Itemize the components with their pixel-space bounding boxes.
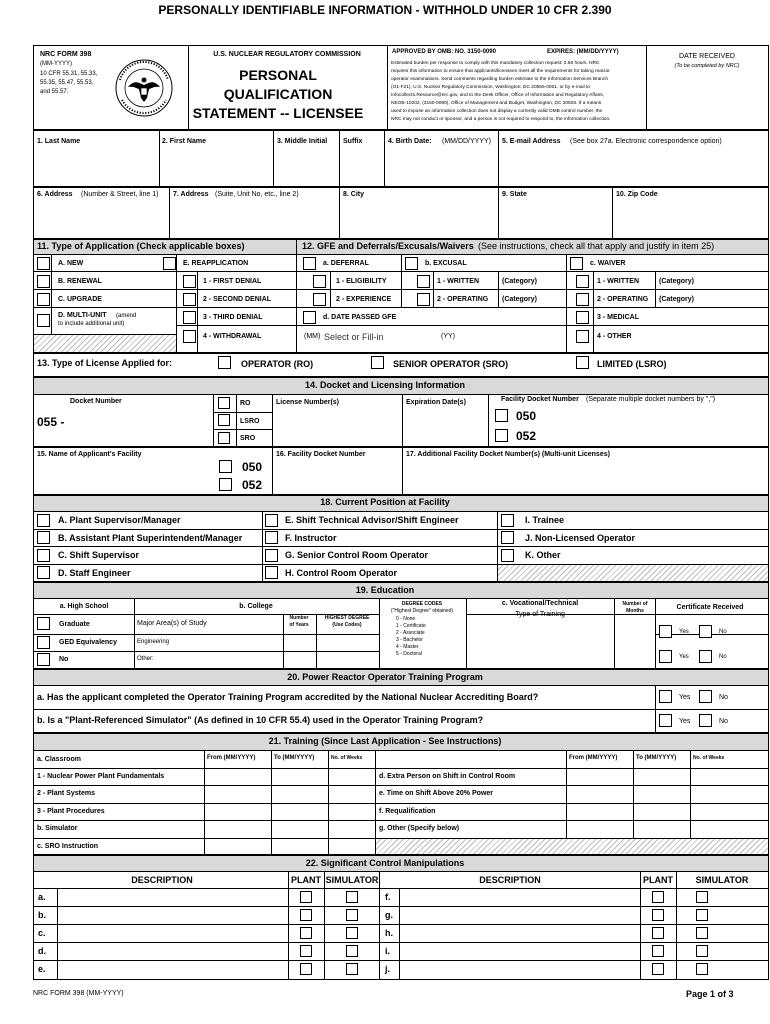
suffix-field[interactable]: Suffix <box>343 138 363 145</box>
manipulation-row-label: g. <box>385 910 393 920</box>
manipulation-description-field[interactable] <box>58 907 287 923</box>
checkbox-facility-050[interactable] <box>495 409 508 422</box>
license-numbers-field[interactable]: License Number(s) <box>276 399 340 406</box>
email-field[interactable]: 5. E-mail Address <box>502 138 561 145</box>
manipulation-description-field[interactable] <box>58 925 287 941</box>
facility-docket-number-field[interactable]: 16. Facility Docket Number <box>276 451 366 458</box>
docket-number-field[interactable]: 055 - <box>37 415 65 429</box>
checkbox-simulator[interactable] <box>346 891 358 903</box>
gfe-month-select[interactable]: Select or Fill-in <box>324 332 384 342</box>
checkbox-20a-yes[interactable] <box>659 690 672 703</box>
state-field[interactable]: 9. State <box>502 191 527 198</box>
checkbox-waiver-operating[interactable] <box>576 293 589 306</box>
checkbox-plant[interactable] <box>300 927 312 939</box>
checkbox-deferral[interactable] <box>303 257 316 270</box>
manipulation-description-field[interactable] <box>400 925 639 941</box>
checkbox-plant-supervisor[interactable] <box>37 514 50 527</box>
manipulation-row-label: i. <box>385 946 391 956</box>
checkbox-simulator[interactable] <box>696 945 708 957</box>
checkbox-staff-engineer[interactable] <box>37 566 50 579</box>
checkbox-excusal-operating[interactable] <box>417 293 430 306</box>
checkbox-20a-no[interactable] <box>699 690 712 703</box>
checkbox-plant[interactable] <box>652 963 664 975</box>
facility-name-field[interactable]: 15. Name of Applicant's Facility <box>37 451 142 458</box>
page-number: Page 1 of 3 <box>686 989 734 999</box>
checkbox-waiver[interactable] <box>570 257 583 270</box>
birth-date-field[interactable]: 4. Birth Date: <box>388 138 432 145</box>
excusal-operating-category[interactable]: (Category) <box>502 296 538 303</box>
checkbox-simulator[interactable] <box>346 963 358 975</box>
checkbox-plant[interactable] <box>300 945 312 957</box>
manipulation-row-label: b. <box>38 910 46 920</box>
form-title-2: QUALIFICATION <box>223 86 333 102</box>
checkbox-f15-050[interactable] <box>219 460 232 473</box>
form-title-1: PERSONAL <box>239 67 317 83</box>
checkbox-plant[interactable] <box>652 927 664 939</box>
checkbox-instructor[interactable] <box>265 531 278 544</box>
date-received-label: DATE RECEIVED <box>679 53 735 60</box>
expiration-dates-field[interactable]: Expiration Date(s) <box>406 399 466 406</box>
city-field[interactable]: 8. City <box>343 191 365 198</box>
checkbox-20b-no[interactable] <box>699 714 712 727</box>
checkbox-waiver-other[interactable] <box>576 330 589 343</box>
checkbox-simulator[interactable] <box>346 909 358 921</box>
waiver-written-category[interactable]: (Category) <box>659 278 695 285</box>
checkbox-second-denial[interactable] <box>183 293 196 306</box>
checkbox-reapplication[interactable] <box>163 257 176 270</box>
checkbox-eligibility[interactable] <box>313 275 326 288</box>
checkbox-assistant-superintendent[interactable] <box>37 531 50 544</box>
checkbox-excusal-written[interactable] <box>417 275 430 288</box>
checkbox-trainee[interactable] <box>501 514 514 527</box>
checkbox-docket-ro[interactable] <box>218 397 230 409</box>
checkbox-plant[interactable] <box>652 945 664 957</box>
manipulation-row-label: f. <box>385 892 391 902</box>
manipulation-row-label: d. <box>38 946 46 956</box>
manipulation-row-label: a. <box>38 892 46 902</box>
manipulation-description-field[interactable] <box>400 961 639 977</box>
checkbox-hs-ged[interactable] <box>37 636 50 649</box>
excusal-written-category[interactable]: (Category) <box>502 278 538 285</box>
checkbox-simulator[interactable] <box>346 945 358 957</box>
omb-expires: EXPIRES: (MM/DD/YYYY) <box>547 49 619 55</box>
waiver-operating-category[interactable]: (Category) <box>659 296 695 303</box>
checkbox-upgrade[interactable] <box>37 293 50 306</box>
checkbox-other-position[interactable] <box>501 549 514 562</box>
manipulation-row-label: e. <box>38 964 46 974</box>
zip-field[interactable]: 10. Zip Code <box>616 191 658 198</box>
form-date: (MM-YYYY) <box>40 61 72 67</box>
license-type-label: 13. Type of License Applied for: <box>37 358 173 368</box>
checkbox-simulator[interactable] <box>696 909 708 921</box>
checkbox-20b-yes[interactable] <box>659 714 672 727</box>
checkbox-plant[interactable] <box>300 909 312 921</box>
engineering-field[interactable]: Engineering <box>137 639 170 645</box>
checkbox-limited-lsro[interactable] <box>576 356 589 369</box>
checkbox-operator-ro[interactable] <box>218 356 231 369</box>
checkbox-control-room-operator[interactable] <box>265 566 278 579</box>
agency-name: U.S. NUCLEAR REGULATORY COMMISSION <box>213 51 361 58</box>
checkbox-waiver-medical[interactable] <box>576 311 589 324</box>
checkbox-withdrawal[interactable] <box>183 330 196 343</box>
checkbox-experience[interactable] <box>313 293 326 306</box>
checkbox-date-passed-gfe[interactable] <box>303 311 316 324</box>
checkbox-plant[interactable] <box>652 909 664 921</box>
checkbox-docket-lsro[interactable] <box>218 414 230 426</box>
checkbox-plant[interactable] <box>300 891 312 903</box>
form-id: NRC FORM 398 <box>40 51 92 58</box>
checkbox-waiver-written[interactable] <box>576 275 589 288</box>
manipulation-description-field[interactable] <box>400 889 639 905</box>
section-19-title: 19. Education <box>355 585 415 595</box>
middle-initial-field[interactable]: 3. Middle Initial <box>277 138 328 145</box>
nrc-seal-icon <box>114 58 174 118</box>
manipulation-description-field[interactable] <box>58 961 287 977</box>
section-21-title: 21. Training (Since Last Application - See Instructions) <box>268 736 502 746</box>
other-study-field[interactable]: Other: <box>137 656 154 662</box>
checkbox-docket-sro[interactable] <box>218 432 230 444</box>
form-title-3: STATEMENT -- LICENSEE <box>192 105 364 121</box>
additional-docket-numbers-field[interactable]: 17. Additional Facility Docket Number(s) (Multi-unit Licenses) <box>406 451 610 458</box>
checkbox-f15-052[interactable] <box>219 478 232 491</box>
manipulation-row-label: j. <box>385 964 391 974</box>
checkbox-simulator[interactable] <box>346 927 358 939</box>
checkbox-cert-yes-2[interactable] <box>659 650 672 663</box>
checkbox-new[interactable] <box>37 257 50 270</box>
checkbox-renewal[interactable] <box>37 275 50 288</box>
checkbox-senior-control-room-operator[interactable] <box>265 549 278 562</box>
manipulation-description-field[interactable] <box>400 943 639 959</box>
checkbox-third-denial[interactable] <box>183 311 196 324</box>
ntp-accredited-question: a. Has the applicant completed the Operator Training Program accredited by the National Nuclear Accrediting Board? <box>37 692 539 702</box>
checkbox-non-licensed-operator[interactable] <box>501 531 514 544</box>
manipulation-description-field[interactable] <box>400 907 639 923</box>
section-11-title: 11. Type of Application (Check applicable boxes) <box>37 241 245 251</box>
checkbox-shift-supervisor[interactable] <box>37 549 50 562</box>
checkbox-senior-operator-sro[interactable] <box>371 356 384 369</box>
checkbox-excusal[interactable] <box>405 257 418 270</box>
checkbox-cert-yes-1[interactable] <box>659 625 672 638</box>
checkbox-shift-technical-advisor[interactable] <box>265 514 278 527</box>
address-line1-field[interactable]: 6. Address <box>37 191 73 198</box>
major-study-field[interactable]: Major Area(s) of Study <box>137 620 207 627</box>
checkbox-multi-unit[interactable] <box>37 314 50 327</box>
checkbox-simulator[interactable] <box>696 891 708 903</box>
manipulation-description-field[interactable] <box>58 889 287 905</box>
manipulation-row-label: h. <box>385 928 393 938</box>
checkbox-plant[interactable] <box>300 963 312 975</box>
section-12-title: 12. GFE and Deferrals/Excusals/Waivers <box>302 241 474 251</box>
section-22-title: 22. Significant Control Manipulations <box>305 858 465 868</box>
first-name-field[interactable]: 2. First Name <box>162 138 206 145</box>
section-14-title: 14. Docket and Licensing Information <box>304 380 466 390</box>
manipulation-row-label: c. <box>38 928 46 938</box>
checkbox-hs-no[interactable] <box>37 653 50 666</box>
checkbox-simulator[interactable] <box>696 927 708 939</box>
gfe-year-field[interactable]: (YY) <box>441 333 455 340</box>
section-18-title: 18. Current Position at Facility <box>320 497 450 507</box>
checkbox-first-denial[interactable] <box>183 275 196 288</box>
manipulation-description-field[interactable] <box>58 943 287 959</box>
checkbox-hs-graduate[interactable] <box>37 617 50 630</box>
simulator-question: b. Is a "Plant-Referenced Simulator" (As defined in 10 CFR 55.4) used in the Operator Training Program? <box>37 715 484 725</box>
section-20-title: 20. Power Reactor Operator Training Program <box>287 672 483 682</box>
footer-form-id: NRC FORM 398 (MM-YYYY) <box>33 990 124 997</box>
last-name-field[interactable]: 1. Last Name <box>37 138 81 145</box>
checkbox-cert-no-2[interactable] <box>699 650 712 663</box>
pii-banner: PERSONALLY IDENTIFIABLE INFORMATION - WITHHOLD UNDER 10 CFR 2.390 <box>158 3 612 17</box>
address-line2-field[interactable]: 7. Address <box>173 191 209 198</box>
omb-approved: APPROVED BY OMB: NO. 3150-0090 <box>392 49 496 55</box>
checkbox-facility-052[interactable] <box>495 429 508 442</box>
checkbox-cert-no-1[interactable] <box>699 625 712 638</box>
checkbox-plant[interactable] <box>652 891 664 903</box>
checkbox-simulator[interactable] <box>696 963 708 975</box>
